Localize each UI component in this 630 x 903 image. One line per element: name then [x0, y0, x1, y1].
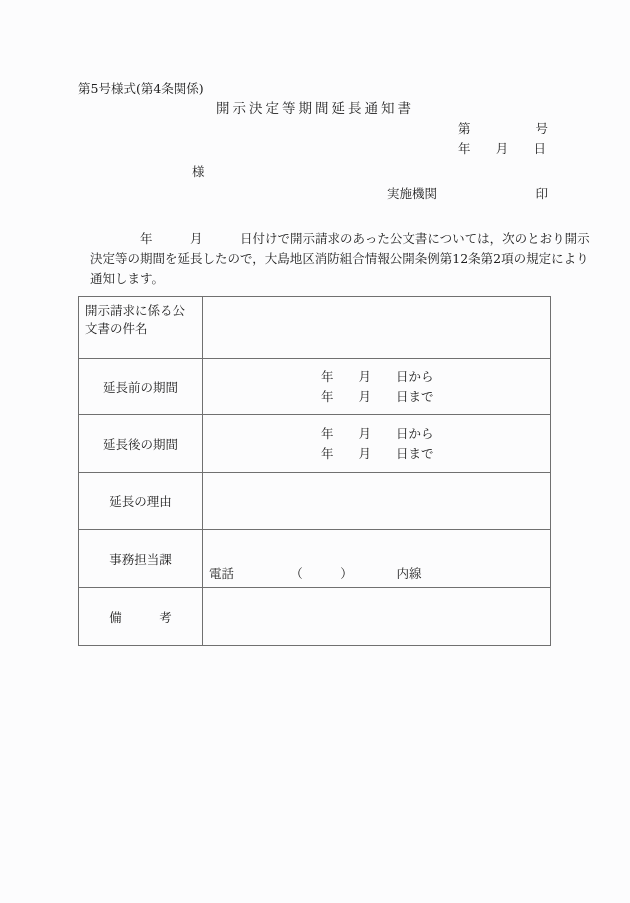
form-number: 第5号様式(第4条関係)	[78, 81, 204, 96]
table-row	[79, 588, 551, 646]
phone-extension-line: 電話 （ ） 内線	[209, 566, 422, 581]
period-before-lines	[203, 367, 550, 407]
row-label-section-in-charge: 事務担当課	[79, 530, 203, 588]
row-value-remarks	[203, 588, 551, 646]
period-after-to: 年 月 日まで	[321, 445, 434, 461]
body-paragraph	[90, 229, 590, 289]
recipient-honorific: 様	[192, 164, 205, 179]
row-value-extension-reason	[203, 473, 551, 530]
date-day-label: 日	[533, 141, 546, 156]
issuer-label: 実施機関	[387, 186, 438, 201]
body-line-3: 通知します。	[90, 271, 165, 286]
body-line-2: 決定等の期間を延長したので，大島地区消防組合情報公開条例第12条第2項の規定により	[90, 251, 589, 266]
doc-no-prefix: 第	[458, 121, 471, 136]
period-before-to: 年 月 日まで	[321, 388, 434, 404]
period-after-from: 年 月 日から	[321, 425, 434, 441]
date-month-label: 月	[495, 141, 509, 156]
document-number-line	[458, 119, 548, 137]
row-label-document-name: 開示請求に係る公文書の件名	[79, 297, 203, 359]
date-year-label: 年	[458, 141, 471, 156]
row-label-remarks: 備 考	[79, 588, 203, 646]
body-line-1: 年 月 日付けで開示請求のあった公文書については，次のとおり開示	[90, 231, 590, 246]
doc-no-suffix: 号	[535, 121, 548, 136]
row-value-period-after	[203, 415, 551, 473]
row-value-period-before	[203, 359, 551, 415]
issuer-line	[387, 184, 548, 202]
document-title: 開示決定等期間延長通知書	[216, 101, 414, 117]
form-table	[78, 296, 551, 646]
table-row	[79, 415, 551, 473]
row-value-document-name	[203, 297, 551, 359]
row-label-period-before: 延長前の期間	[79, 359, 203, 415]
row-value-section-in-charge	[203, 530, 551, 588]
table-row	[79, 359, 551, 415]
table-row	[79, 473, 551, 530]
period-before-from: 年 月 日から	[321, 368, 434, 384]
row-label-period-after: 延長後の期間	[79, 415, 203, 473]
period-after-lines	[203, 424, 550, 464]
issue-date-line	[458, 139, 546, 157]
row-label-extension-reason: 延長の理由	[79, 473, 203, 530]
seal-label: 印	[535, 186, 548, 201]
table-row	[79, 530, 551, 588]
table-row	[79, 297, 551, 359]
